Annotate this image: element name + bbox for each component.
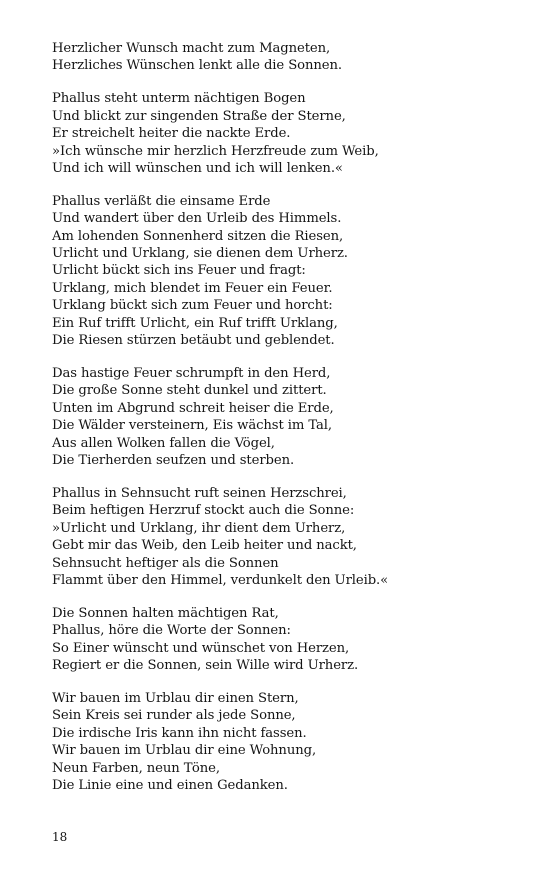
poem-line: Gebt mir das Weib, den Leib heiter und nackt,	[52, 538, 357, 554]
poem-line: Wir bauen im Urblau dir einen Stern,	[52, 691, 299, 706]
poem-line: So Einer wünscht und wünschet von Herzen,	[52, 640, 350, 656]
stanza	[52, 485, 512, 589]
poem-line: Neun Farben, neun Töne,	[52, 760, 220, 776]
stanza	[52, 40, 512, 75]
poem-line: Er streichelt heiter die nackte Erde.	[52, 126, 291, 142]
poem-line: Herzliches Wünschen lenkt alle die Sonnen.	[52, 58, 342, 74]
poem-line: Herzlicher Wunsch macht zum Magneten,	[52, 41, 331, 56]
poem-line: Phallus verläßt die einsame Erde	[52, 193, 271, 209]
poem-line: Phallus steht unterm nächtigen Bogen	[52, 91, 306, 107]
poem-line: »Urlicht und Urklang, ihr dient dem Urherz,	[52, 520, 346, 536]
stanza	[52, 365, 512, 469]
stanza	[52, 90, 512, 177]
poem-line: Beim heftigen Herzruf stockt auch die Sonne:	[52, 503, 355, 519]
poem-text	[52, 40, 512, 810]
poem-line: Das hastige Feuer schrumpft in den Herd,	[52, 366, 331, 381]
poem-line: Die Linie eine und einen Gedanken.	[52, 778, 288, 794]
poem-line: Am lohenden Sonnenherd sitzen die Riesen,	[52, 228, 344, 244]
poem-line: Die irdische Iris kann ihn nicht fassen.	[52, 725, 307, 741]
poem-line: Und wandert über den Urleib des Himmels.	[52, 211, 342, 227]
poem-line: Urlicht und Urklang, sie dienen dem Urherz.	[52, 246, 348, 262]
poem-line: Urklang bückt sich zum Feuer und horcht:	[52, 298, 333, 314]
poem-line: Aus allen Wolken fallen die Vögel,	[52, 435, 275, 451]
stanza	[52, 193, 512, 350]
poem-line: Und ich will wünschen und ich will lenken.«	[52, 160, 343, 176]
poem-line: Ein Ruf trifft Urlicht, ein Ruf trifft Urklang,	[52, 315, 338, 331]
stanza	[52, 605, 512, 675]
poem-line: Die Riesen stürzen betäubt und geblendet.	[52, 333, 335, 349]
poem-line: Die große Sonne steht dunkel und zittert.	[52, 383, 327, 399]
poem-line: Wir bauen im Urblau dir eine Wohnung,	[52, 743, 317, 759]
poem-line: Regiert er die Sonnen, sein Wille wird Urherz.	[52, 658, 359, 674]
page-number: 18	[52, 830, 68, 844]
poem-line: »Ich wünsche mir herzlich Herzfreude zum Weib,	[52, 143, 379, 159]
poem-line: Urklang, mich blendet im Feuer ein Feuer.	[52, 280, 333, 296]
poem-line: Unten im Abgrund schreit heiser die Erde,	[52, 400, 334, 416]
poem-line: Die Wälder versteinern, Eis wächst im Tal,	[52, 418, 332, 434]
poem-line: Sein Kreis sei runder als jede Sonne,	[52, 708, 296, 724]
poem-line: Phallus, höre die Worte der Sonnen:	[52, 623, 291, 639]
poem-line: Die Sonnen halten mächtigen Rat,	[52, 605, 279, 621]
poem-line: Flammt über den Himmel, verdunkelt den Urleib.«	[52, 572, 389, 588]
poem-line: Phallus in Sehnsucht ruft seinen Herzschrei,	[52, 485, 347, 501]
poem-line: Urlicht bückt sich ins Feuer und fragt:	[52, 263, 306, 279]
poem-line: Sehnsucht heftiger als die Sonnen	[52, 555, 279, 571]
poem-line: Die Tierherden seufzen und sterben.	[52, 453, 295, 469]
poem-line: Und blickt zur singenden Straße der Sterne,	[52, 108, 346, 124]
stanza	[52, 690, 512, 794]
